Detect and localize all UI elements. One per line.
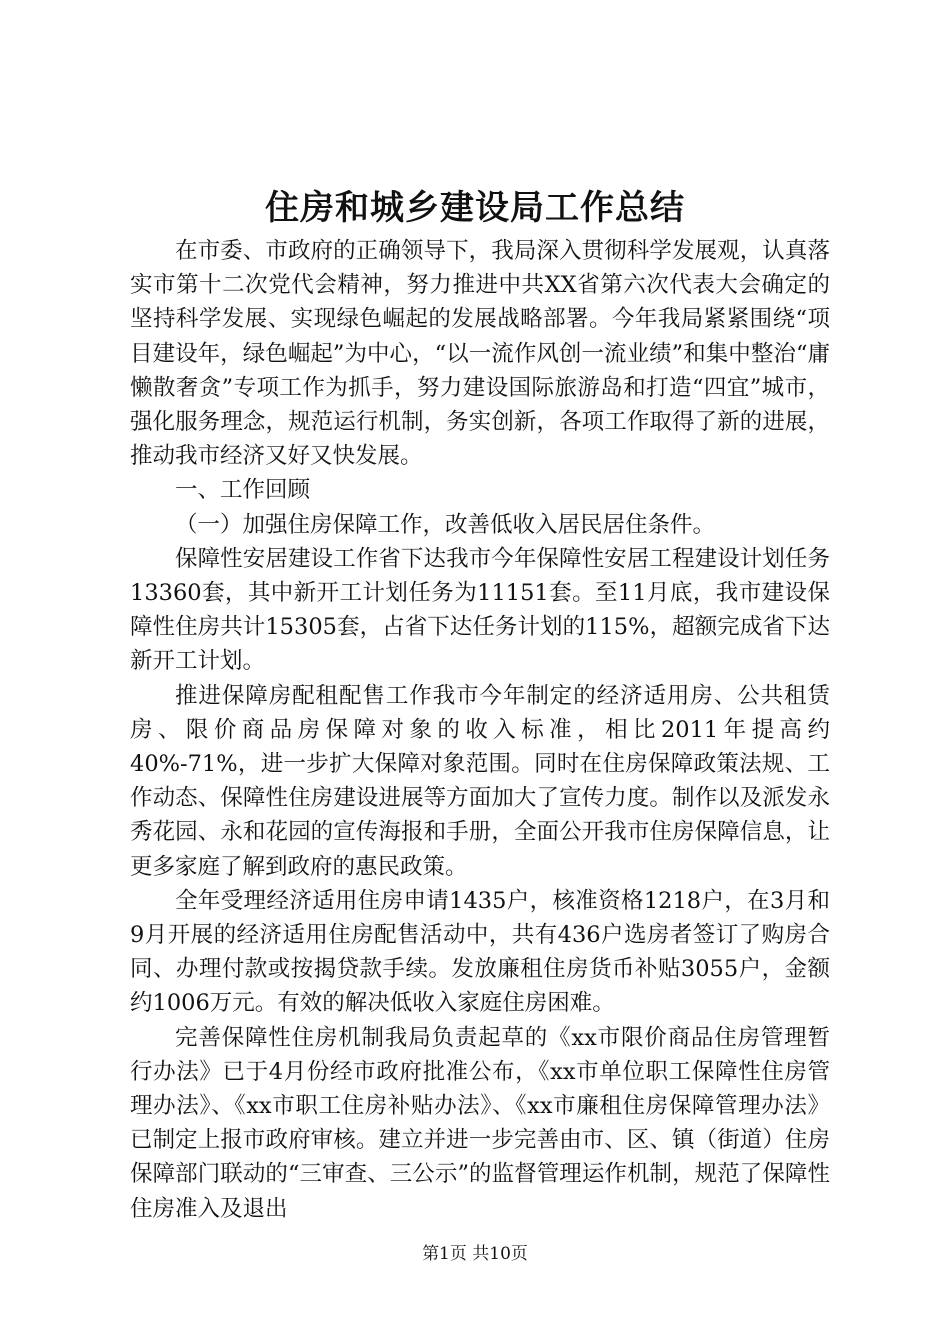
paragraph-housing-construction: 保障性安居建设工作省下达我市今年保障性安居工程建设计划任务13360套，其中新开工计划任务为11151套。至11月底，我市建设保障性住房共计15305套，占省下达任务计划的115%，超额完成省下达新开工计划。 bbox=[130, 545, 830, 675]
section-heading: 一、工作回顾 bbox=[175, 477, 311, 504]
paragraph-applications: 全年受理经济适用住房申请1435户，核准资格1218户，在3月和9月开展的经济适用住房配售活动中，共有436户选房者签订了购房合同、办理付款或按揭贷款手续。发放廉租住房货币补贴3055户，金额约1006万元。有效的解决低收入家庭住房困难。 bbox=[130, 887, 830, 1017]
paragraph-rental-sales: 推进保障房配租配售工作我市今年制定的经济适用房、公共租赁房、限价商品房保障对象的收入标准，相比2011年提高约40%-71%，进一步扩大保障对象范围。同时在住房保障政策法规、工作动态、保障性住房建设进展等方面加大了宣传力度。制作以及派发永秀花园、永和花园的宣传海报和手册，全面公开我市住房保障信息，让更多家庭了解到政府的惠民政策。 bbox=[130, 682, 830, 880]
document-title: 住房和城乡建设局工作总结 bbox=[265, 188, 685, 228]
paragraph-mechanism: 完善保障性住房机制我局负责起草的《xx市限价商品住房管理暂行办法》已于4月份经市政府批准公布，《xx市单位职工保障性住房管理办法》、《xx市职工住房补贴办法》、《xx市廉租住房保障管理办法》已制定上报市政府审核。建立并进一步完善由市、区、镇（街道）住房保障部门联动的“三审查、三公示”的监督管理运作机制，规范了保障性住房准入及退出 bbox=[130, 1024, 830, 1222]
paragraph-intro: 在市委、市政府的正确领导下，我局深入贯彻科学发展观，认真落实市第十二次党代会精神，努力推进中共XX省第六次代表大会确定的坚持科学发展、实现绿色崛起的发展战略部署。今年我局紧紧围绕“项目建设年，绿色崛起”为中心，“以一流作风创一流业绩”和集中整治“庸懒散奢贪”专项工作为抓手，努力建设国际旅游岛和打造“四宜”城市，强化服务理念，规范运行机制，务实创新，各项工作取得了新的进展，推动我市经济又好又快发展。 bbox=[130, 238, 830, 470]
document-body bbox=[130, 234, 830, 1226]
page-number-footer: 第1页 共10页 bbox=[422, 1244, 528, 1264]
subsection-heading: （一）加强住房保障工作，改善低收入居民居住条件。 bbox=[175, 511, 716, 538]
